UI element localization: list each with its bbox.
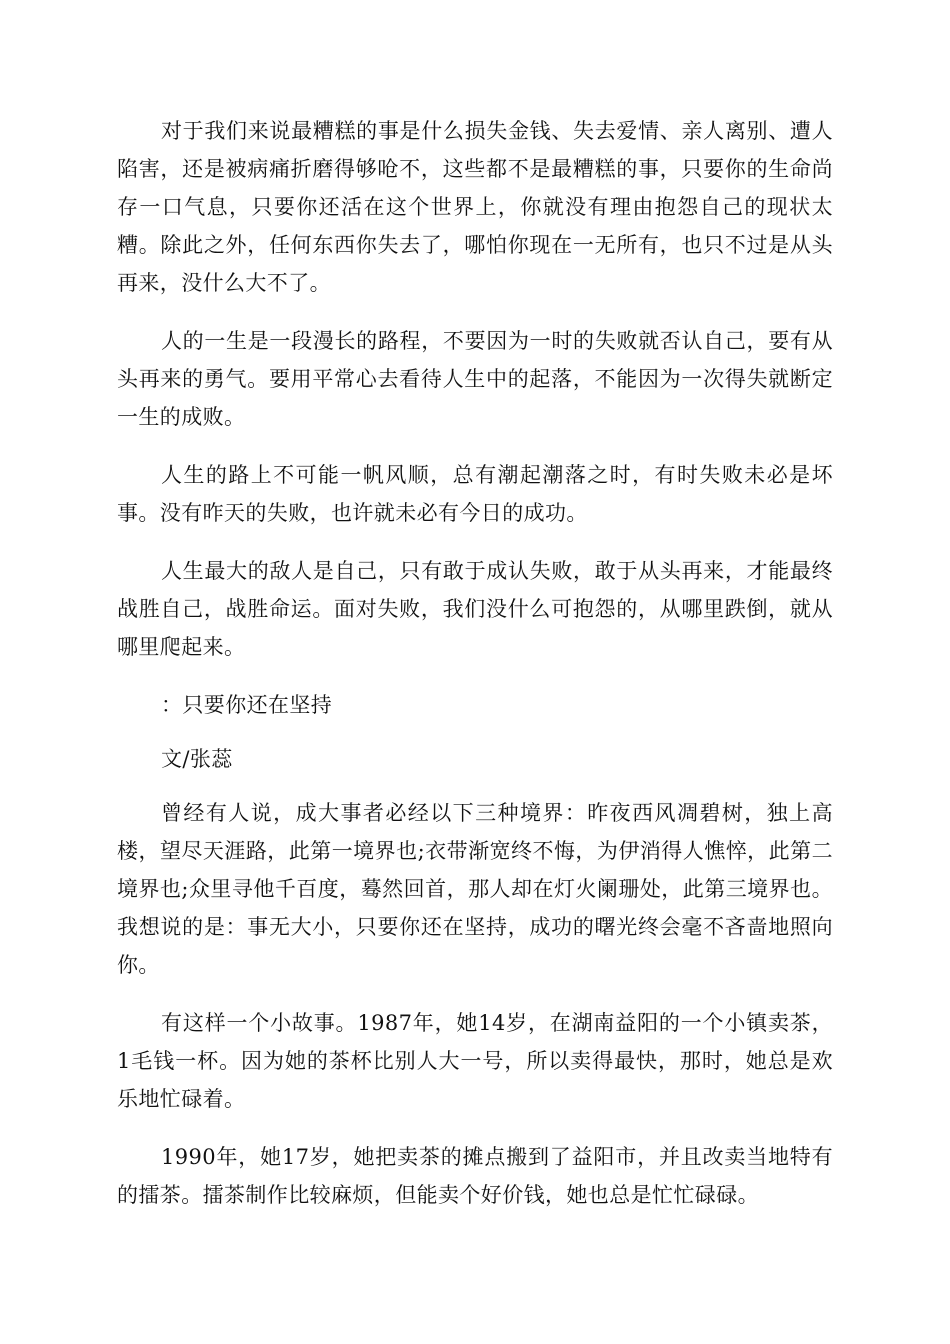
paragraph-ups-and-downs: 人生的路上不可能一帆风顺，总有潮起潮落之时，有时失败未必是坏事。没有昨天的失败，也许就未必有今日的成功。 [117,463,833,525]
paragraph-story-1990: 1990年，她17岁，她把卖茶的摊点搬到了益阳市，并且改卖当地特有的擂茶。擂茶制作比较麻烦，但能卖个好价钱，她也总是忙忙碌碌。 [117,1145,833,1207]
article-author: 文/张蕊 [161,747,233,771]
article-title: ：只要你还在坚持 [161,693,333,717]
paragraph-three-realms: 曾经有人说，成大事者必经以下三种境界：昨夜西风凋碧树，独上高楼，望尽天涯路，此第一境界也;衣带渐宽终不悔，为伊消得人憔悴，此第二境界也;众里寻他千百度，蓦然回首，那人却在灯火阑珊处，此第三境界也。我想说的是：事无大小，只要你还在坚持，成功的曙光终会毫不吝啬地照向你。 [117,801,833,977]
paragraph-greatest-enemy: 人生最大的敌人是自己，只有敢于成认失败，敢于从头再来，才能最终战胜自己，战胜命运。面对失败，我们没什么可抱怨的，从哪里跌倒，就从哪里爬起来。 [117,559,833,659]
document-body [117,112,833,1234]
paragraph-worst-things: 对于我们来说最糟糕的事是什么损失金钱、失去爱情、亲人离别、遭人陷害，还是被病痛折磨得够呛不，这些都不是最糟糕的事，只要你的生命尚存一口气息，只要你还活在这个世界上，你就没有理由抱怨自己的现状太糟。除此之外，任何东西你失去了，哪怕你现在一无所有，也只不过是从头再来，没什么大不了。 [117,119,833,295]
paragraph-long-journey: 人的一生是一段漫长的路程，不要因为一时的失败就否认自己，要有从头再来的勇气。要用平常心去看待人生中的起落，不能因为一次得失就断定一生的成败。 [117,329,833,429]
paragraph-story-1987: 有这样一个小故事。1987年，她14岁，在湖南益阳的一个小镇卖茶，1毛钱一杯。因为她的茶杯比别人大一号，所以卖得最快，那时，她总是欢乐地忙碌着。 [117,1011,833,1111]
